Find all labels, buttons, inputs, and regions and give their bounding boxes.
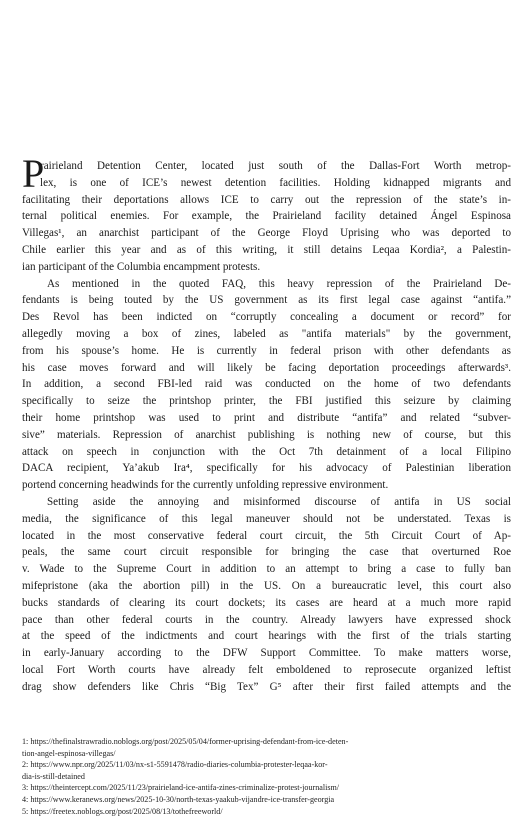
text-line: As mentioned in the quoted FAQ, this heavy repression of the Prairieland De- xyxy=(47,277,511,290)
text-line: peals, the same court circuit responsible for bringing the case that overturned Roe xyxy=(22,546,511,559)
text-line: rairieland Detention Center, located just south of the Dallas-Fort Worth metrop- xyxy=(40,160,511,172)
text-line: from his spouse’s home. He is currently in federal prison with other defendants as xyxy=(22,344,511,357)
body-text xyxy=(22,151,511,696)
footnote-line: 2: https://www.npr.org/2025/11/03/nx-s1-5591478/radio-diaries-columbia-protester-leqaa-kor- xyxy=(22,760,328,770)
text-line: In addition, a second FBI-led raid was conducted on the home of two defendants xyxy=(22,378,511,391)
text-line: Villegas¹, an anarchist participant of the George Floyd Uprising who was deported to xyxy=(22,227,511,240)
text-line: attack on speech in conjunction with the Oct 7th detainment of a local Filipino xyxy=(22,445,511,458)
text-line: local Fort Worth courts have already felt emboldened to reprosecute organized leftist xyxy=(22,663,511,676)
text-line: bucks standards of clearing its court dockets; its cases are heard at a much more rapid xyxy=(22,596,511,609)
footnote-line: 4: https://www.keranews.org/news/2025-10-30/north-texas-yaakub-vijandre-ice-transfer-georgia xyxy=(22,794,335,804)
text-line: media, the significance of this legal maneuver should not be understated. Texas is xyxy=(22,512,511,525)
text-line: specifically to seize the printshop printer, the FBI justified this seizure by claiming xyxy=(22,395,511,408)
text-line: drag show defenders like Chris “Big Tex” G⁵ after their first failed attempts and the xyxy=(22,680,511,693)
footnote-line: dia-is-still-detained xyxy=(22,771,85,781)
text-line: mifepristone (aka the abortion pill) in the US. On a bureaucratic level, this court also xyxy=(22,579,511,592)
footnote-line: tion-angel-espinosa-villegas/ xyxy=(22,748,116,758)
text-line: portend concerning headwinds for the currently unfolding repressive environment. xyxy=(22,479,389,492)
text-line: allegedly moving a box of zines, labeled as "antifa materials" by the government, xyxy=(22,327,511,340)
text-line: their home printshop was used to print and distribute “antifa” and related “subver- xyxy=(22,411,511,424)
text-line: ternal political enemies. For example, the Prairieland facility detained Ángel Espinosa xyxy=(22,210,511,223)
text-line: pace than other federal courts in the country. Already lawyers have expressed shock xyxy=(22,613,511,626)
text-line: located in the most conservative federal court circuit, the 5th Circuit Court of Ap- xyxy=(22,529,511,542)
text-line: at the speed of the indictments and court hearings with the first of the trials starting xyxy=(22,630,511,643)
text-line: Des Revol has been indicted on “corruptly concealing a document or record” for xyxy=(22,311,511,324)
footnote-line: 5: https://freetex.noblogs.org/post/2025/08/13/tothefreeworld/ xyxy=(22,806,223,816)
text-line: v. Wade to the Supreme Court in addition to an attempt to bring a case to fully ban xyxy=(22,563,511,576)
text-line: Chile earlier this year and as of this writing, it still detains Leqaa Kordia², a Palestin- xyxy=(22,243,511,256)
text-line: ian participant of the Columbia encampment protests. xyxy=(22,260,261,273)
text-line: sive” materials. Repression of anarchist publishing is nothing new of course, but this xyxy=(22,428,511,441)
drop-cap: P xyxy=(22,151,45,196)
footnote-line: 3: https://theintercept.com/2025/11/23/prairieland-ice-antifa-zines-criminalize-protest-journalism/ xyxy=(22,783,340,793)
footnotes xyxy=(22,736,511,817)
footnote-line: 1: https://thefinalstrawradio.noblogs.org/post/2025/05/04/former-uprising-defendant-from-ice-deten- xyxy=(22,737,349,746)
text-line: his case moves forward and will likely be facing deportation proceedings afterwards³. xyxy=(22,361,511,374)
text-line: fendants is being touted by the US government as its first legal case against “antifa.” xyxy=(22,294,511,307)
text-line: in early-January according to the DFW Support Committee. To make matters worse, xyxy=(22,647,511,660)
text-line: lex, is one of ICE’s newest detention facilities. Holding kidnapped migrants and xyxy=(40,176,511,189)
text-line: facilitating their deportations allows ICE to carry out the repression of the state’s in- xyxy=(22,193,511,206)
text-line: DACA recipient, Ya’akub Ira⁴, specifically for his advocacy of Palestinian liberation xyxy=(22,462,511,475)
text-line: Setting aside the annoying and misinformed discourse of antifa in US social xyxy=(47,495,511,508)
